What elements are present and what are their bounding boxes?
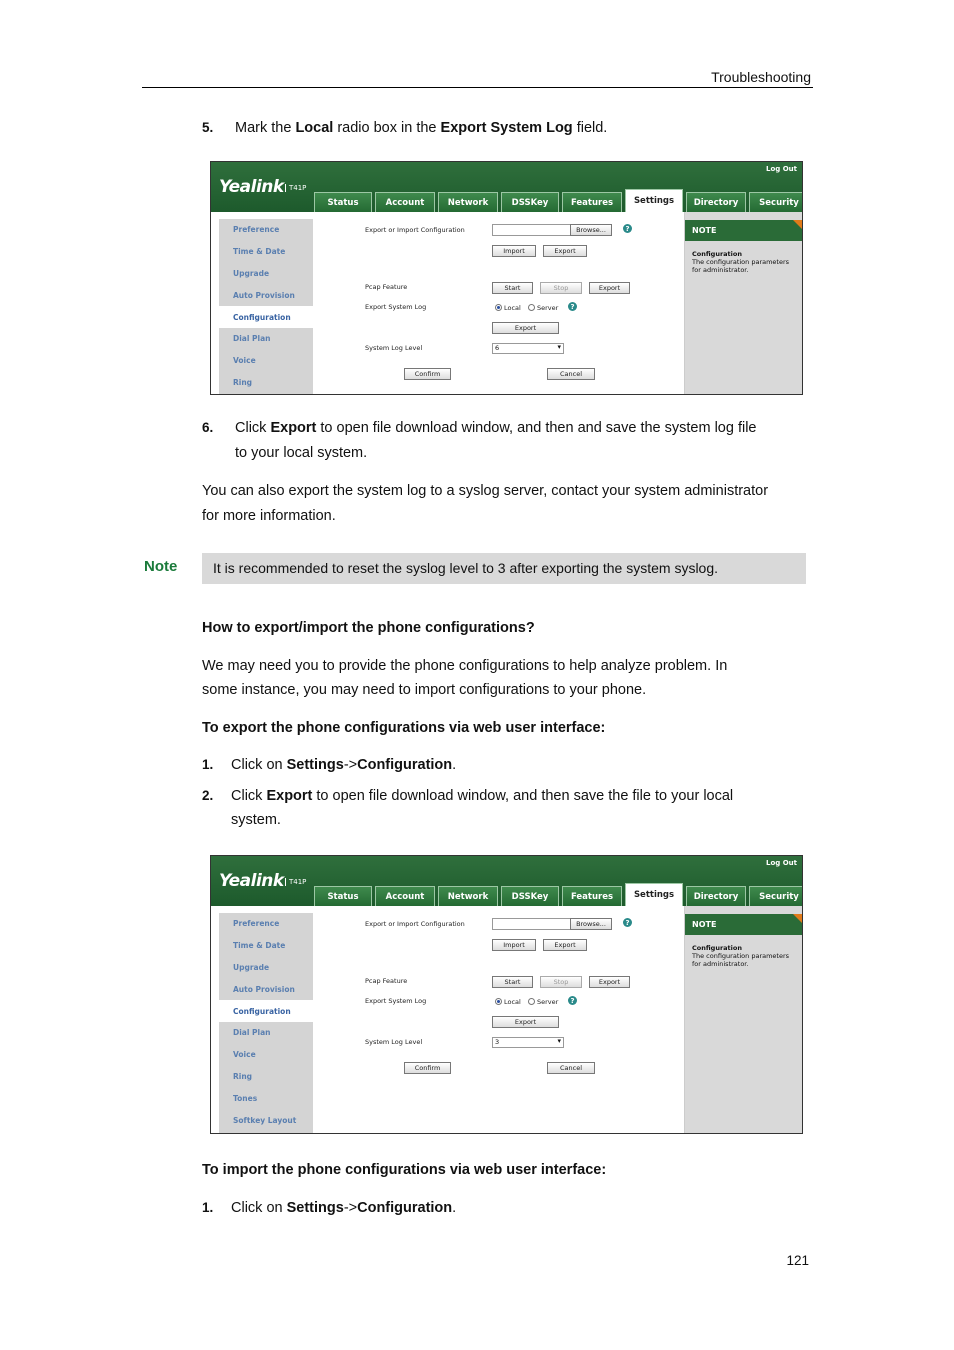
note-panel-text: The configuration parameters	[692, 952, 790, 960]
note-panel-text: The configuration parameters	[692, 258, 790, 266]
tab-network[interactable]: Network	[438, 192, 498, 212]
tab-settings[interactable]: Settings	[625, 189, 683, 212]
pcap-export-button[interactable]: Export	[589, 976, 630, 988]
yealink-logo: Yealink	[219, 871, 284, 891]
help-icon[interactable]: ?	[568, 996, 577, 1005]
pcap-start-button[interactable]: Start	[492, 282, 533, 294]
note-panel-body	[685, 935, 802, 968]
note-panel-heading: Configuration	[692, 250, 742, 258]
radio-server-label: Server	[537, 998, 559, 1006]
paragraph-line: for more information.	[202, 508, 336, 524]
step-text: ->	[343, 1200, 358, 1216]
label-export-import: Export or Import Configuration	[365, 920, 465, 928]
nav-item-configuration[interactable]: Configuration	[219, 1000, 323, 1022]
model-label: T41P	[285, 878, 306, 886]
export-log-button[interactable]: Export	[492, 1016, 559, 1028]
nav-item-dial-plan[interactable]: Dial Plan	[233, 1028, 271, 1038]
logout-link[interactable]: Log Out	[766, 859, 797, 867]
step-text: radio box in the	[333, 120, 441, 136]
step-text: Click	[231, 788, 267, 804]
confirm-button[interactable]: Confirm	[404, 1062, 451, 1074]
step-text: to open file download window, and then and save the system log file	[316, 420, 757, 436]
step-bold-export-log: Export System Log	[440, 120, 573, 136]
settings-sidebar	[219, 219, 313, 394]
pcap-export-button[interactable]: Export	[589, 282, 630, 294]
export-step-2	[202, 784, 812, 828]
confirm-button[interactable]: Confirm	[404, 368, 451, 380]
nav-item-voice[interactable]: Voice	[233, 1050, 256, 1060]
step-text: to open file download window, and then save the file to your local	[312, 788, 734, 804]
browse-button[interactable]: Browse...	[570, 918, 612, 930]
nav-item-ring[interactable]: Ring	[233, 377, 253, 387]
nav-item-configuration[interactable]: Configuration	[219, 306, 323, 328]
step-bold-export: Export	[266, 788, 313, 804]
web-ui-topbar	[211, 162, 802, 212]
step-text: Click on	[231, 757, 287, 773]
step-number: 1.	[202, 757, 214, 772]
radio-local[interactable]	[495, 998, 502, 1005]
label-log-level: System Log Level	[365, 1038, 423, 1046]
tab-features[interactable]: Features	[562, 192, 622, 212]
paragraph-line: You can also export the system log to a syslog server, contact your system administrator	[202, 483, 769, 499]
help-icon[interactable]: ?	[568, 302, 577, 311]
step-6	[202, 416, 812, 461]
nav-item-preference[interactable]: Preference	[233, 225, 280, 235]
step-number: 2.	[202, 788, 214, 803]
nav-item-ring[interactable]: Ring	[233, 1071, 253, 1081]
step-5	[202, 116, 608, 140]
step-bold-local: Local	[295, 120, 334, 136]
step-text: Mark the	[235, 120, 296, 136]
import-step-1	[202, 1196, 457, 1220]
note-panel-text: for administrator.	[692, 266, 749, 274]
nav-item-time-date[interactable]: Time & Date	[233, 941, 286, 951]
tab-features[interactable]: Features	[562, 886, 622, 906]
web-ui-screenshot-2	[210, 855, 803, 1134]
header-rule	[142, 87, 813, 88]
import-button[interactable]: Import	[492, 245, 536, 257]
file-path-field[interactable]	[492, 918, 572, 930]
tab-status[interactable]: Status	[314, 192, 372, 212]
nav-item-dial-plan[interactable]: Dial Plan	[233, 334, 271, 344]
cancel-button[interactable]: Cancel	[547, 368, 595, 380]
step-bold-settings: Settings	[286, 1200, 344, 1216]
nav-item-softkey-layout[interactable]: Softkey Layout	[233, 1115, 297, 1125]
step-number: 6.	[202, 420, 214, 435]
label-export-log: Export System Log	[365, 303, 427, 311]
help-icon[interactable]: ?	[623, 918, 632, 927]
note-panel-heading: Configuration	[692, 944, 742, 952]
note-panel-title: NOTE	[685, 914, 802, 935]
nav-item-time-date[interactable]: Time & Date	[233, 247, 286, 257]
step-number: 1.	[202, 1200, 214, 1215]
tab-bar	[314, 192, 803, 212]
running-header: Troubleshooting	[711, 69, 811, 85]
note-box	[202, 553, 806, 584]
export-log-button[interactable]: Export	[492, 322, 559, 334]
label-export-import: Export or Import Configuration	[365, 226, 465, 234]
export-config-button[interactable]: Export	[543, 245, 587, 257]
step-text: field.	[572, 120, 608, 136]
tab-directory[interactable]: Directory	[686, 192, 746, 212]
label-export-log: Export System Log	[365, 997, 427, 1005]
tab-bar	[314, 886, 803, 906]
page-number: 121	[786, 1253, 809, 1268]
tab-dsskey[interactable]: DSSKey	[501, 192, 559, 212]
model-label: T41P	[285, 184, 306, 192]
import-button[interactable]: Import	[492, 939, 536, 951]
pcap-stop-button[interactable]: Stop	[540, 282, 582, 294]
paragraph-syslog	[202, 479, 768, 528]
step-text: Click on	[231, 1200, 287, 1216]
pcap-start-button[interactable]: Start	[492, 976, 533, 988]
tab-network[interactable]: Network	[438, 886, 498, 906]
web-ui-screenshot-1	[210, 161, 803, 395]
export-config-button[interactable]: Export	[543, 939, 587, 951]
nav-item-auto-provision[interactable]: Auto Provision	[233, 984, 295, 994]
section-question: How to export/import the phone configurations?	[202, 620, 535, 636]
step-number: 5.	[202, 120, 214, 135]
tab-dsskey[interactable]: DSSKey	[501, 886, 559, 906]
step-bold-configuration: Configuration	[357, 757, 453, 773]
nav-item-tones[interactable]: Tones	[233, 1093, 258, 1103]
radio-server[interactable]	[528, 998, 535, 1005]
browse-button[interactable]: Browse...	[570, 224, 612, 236]
tab-account[interactable]: Account	[375, 886, 435, 906]
radio-local-label: Local	[504, 998, 521, 1006]
radio-local[interactable]	[495, 304, 502, 311]
step-text: .	[452, 757, 457, 773]
step-text: Click	[235, 420, 271, 436]
paragraph-line: some instance, you may need to import configurations to your phone.	[202, 682, 647, 698]
note-panel	[684, 906, 802, 1133]
paragraph-configurations	[202, 654, 727, 702]
step-bold-configuration: Configuration	[357, 1200, 453, 1216]
radio-local-label: Local	[504, 304, 521, 312]
nav-item-preference[interactable]: Preference	[233, 919, 280, 929]
log-level-select[interactable]: 3 ▾	[492, 1037, 564, 1048]
tab-status[interactable]: Status	[314, 886, 372, 906]
nav-item-upgrade[interactable]: Upgrade	[233, 268, 270, 278]
radio-server-label: Server	[537, 304, 559, 312]
tab-account[interactable]: Account	[375, 192, 435, 212]
label-pcap: Pcap Feature	[365, 977, 408, 985]
pcap-stop-button[interactable]: Stop	[540, 976, 582, 988]
help-icon[interactable]: ?	[623, 224, 632, 233]
tab-directory[interactable]: Directory	[686, 886, 746, 906]
step-text: to your local system.	[235, 445, 368, 461]
step-bold-export: Export	[270, 420, 317, 436]
export-step-1	[202, 753, 457, 777]
note-label: Note	[144, 558, 178, 575]
web-ui-topbar	[211, 856, 802, 906]
step-bold-settings: Settings	[286, 757, 344, 773]
note-panel-title: NOTE	[685, 220, 802, 241]
note-panel	[684, 212, 802, 394]
label-log-level: System Log Level	[365, 344, 423, 352]
note-text: It is recommended to reset the syslog level to 3 after exporting the system syslog.	[213, 560, 719, 576]
note-panel-body	[685, 241, 802, 274]
step-text: ->	[343, 757, 358, 773]
label-pcap: Pcap Feature	[365, 283, 408, 291]
tab-security[interactable]: Security	[749, 886, 803, 906]
export-heading: To export the phone configurations via web user interface:	[202, 720, 606, 736]
import-heading: To import the phone configurations via web user interface:	[202, 1162, 607, 1178]
nav-item-voice[interactable]: Voice	[233, 356, 256, 366]
logout-link[interactable]: Log Out	[766, 165, 797, 173]
cancel-button[interactable]: Cancel	[547, 1062, 595, 1074]
step-text: system.	[231, 812, 281, 828]
tab-security[interactable]: Security	[749, 192, 803, 212]
settings-sidebar	[219, 913, 313, 1133]
radio-server[interactable]	[528, 304, 535, 311]
nav-item-upgrade[interactable]: Upgrade	[233, 962, 270, 972]
note-panel-text: for administrator.	[692, 960, 749, 968]
paragraph-line: We may need you to provide the phone configurations to help analyze problem. In	[202, 658, 728, 674]
yealink-logo: Yealink	[219, 177, 284, 197]
tab-settings[interactable]: Settings	[625, 883, 683, 906]
step-text: .	[452, 1200, 457, 1216]
log-level-select[interactable]: 6 ▾	[492, 343, 564, 354]
file-path-field[interactable]	[492, 224, 572, 236]
nav-item-auto-provision[interactable]: Auto Provision	[233, 290, 295, 300]
